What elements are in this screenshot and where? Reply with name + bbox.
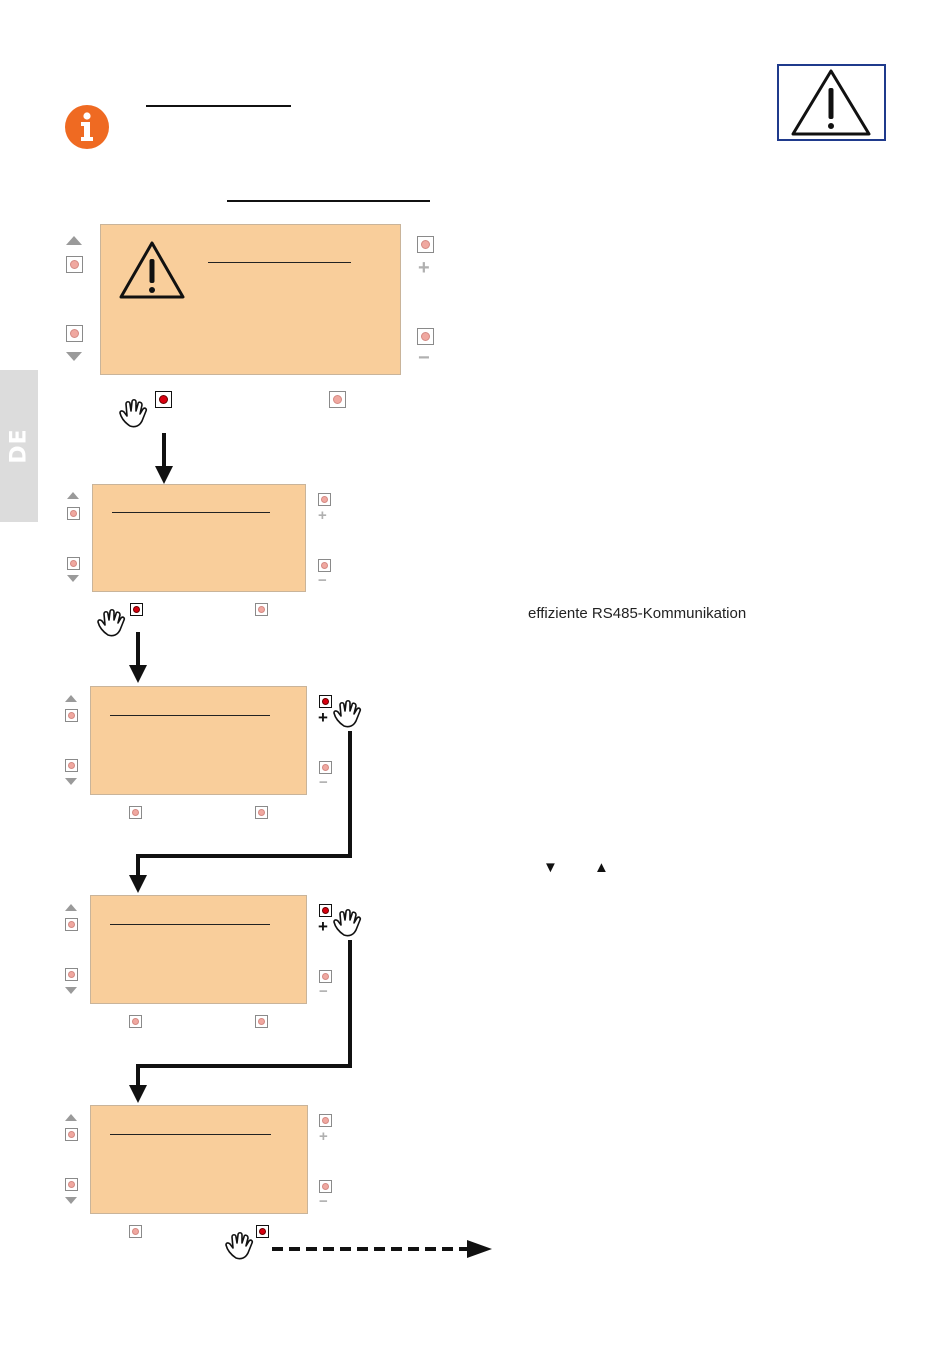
plus-button[interactable] [319,1114,332,1127]
minus-sign: − [319,983,328,1000]
minus-button[interactable] [318,559,331,572]
flow-arrow [162,433,166,469]
language-tab [0,370,38,522]
rs485-text: effiziente RS485-Kommunikation [528,605,747,622]
triangle-down-icon [67,575,79,582]
flow-arrowhead [129,875,147,893]
triangle-down-icon [65,778,77,785]
up-button[interactable] [67,507,80,520]
plus-sign: + [319,1128,328,1145]
plus-button[interactable] [318,493,331,506]
minus-sign: − [418,347,430,369]
down-button[interactable] [67,557,80,570]
minus-button[interactable] [417,328,434,345]
flow-arrow [136,1064,352,1068]
right-bottom-button[interactable] [255,603,268,616]
up-arrow-hint: ▲ [594,859,609,876]
triangle-up-icon [67,492,79,499]
display-title-line [110,715,270,716]
up-button[interactable] [65,709,78,722]
triangle-down-icon [65,1197,77,1204]
warning-frame [777,64,886,141]
heading-underline [146,105,291,107]
triangle-up-icon [65,695,77,702]
flow-arrowhead [129,665,147,683]
flow-arrow [348,731,352,858]
warning-triangle-icon [779,66,884,139]
left-bottom-button[interactable] [129,1015,142,1028]
triangle-up-icon [65,904,77,911]
up-button[interactable] [65,1128,78,1141]
flow-arrow [348,940,352,1068]
display-panel-1 [100,224,401,375]
left-bottom-button-pressed[interactable] [130,603,143,616]
plus-sign: + [418,257,430,279]
triangle-up-icon [65,1114,77,1121]
left-bottom-button-pressed[interactable] [155,391,172,408]
pointing-hand-icon [116,396,150,432]
display-title-line [112,512,270,513]
dashed-continue-arrow [270,1238,495,1260]
triangle-down-icon [66,352,82,361]
left-bottom-button[interactable] [129,806,142,819]
display-title-line [208,262,351,263]
right-bottom-button[interactable] [255,1015,268,1028]
info-icon [64,104,110,150]
up-button[interactable] [66,256,83,273]
down-arrow-hint: ▼ [543,859,558,876]
minus-button[interactable] [319,1180,332,1193]
pointing-hand-icon [223,1229,255,1263]
display-panel-5 [90,1105,308,1214]
flow-arrow [136,632,140,668]
pointing-hand-icon [95,606,127,640]
plus-button[interactable] [417,236,434,253]
down-button[interactable] [66,325,83,342]
warning-triangle-icon [117,239,187,301]
right-bottom-button[interactable] [255,806,268,819]
left-bottom-button[interactable] [129,1225,142,1238]
down-button[interactable] [65,1178,78,1191]
plus-sign: + [318,507,327,524]
triangle-up-icon [66,236,82,245]
minus-sign: − [319,1193,328,1210]
right-bottom-button[interactable] [329,391,346,408]
language-label: DE [6,428,32,464]
pointing-hand-icon [331,697,363,731]
minus-sign: − [318,572,327,589]
right-bottom-button-pressed[interactable] [256,1225,269,1238]
display-title-line [110,1134,271,1135]
display-panel-3 [90,686,307,795]
pointing-hand-icon [331,906,363,940]
up-button[interactable] [65,918,78,931]
flow-arrowhead [129,1085,147,1103]
minus-sign: − [319,774,328,791]
triangle-down-icon [65,987,77,994]
display-panel-4 [90,895,307,1004]
down-button[interactable] [65,759,78,772]
display-panel-2 [92,484,306,592]
plus-sign: + [318,708,328,727]
down-button[interactable] [65,968,78,981]
flow-arrowhead [155,466,173,484]
plus-sign: + [318,917,328,936]
flow-arrow [136,854,352,858]
display-title-line [110,924,270,925]
minus-button[interactable] [319,970,332,983]
minus-button[interactable] [319,761,332,774]
section-underline [227,200,430,202]
